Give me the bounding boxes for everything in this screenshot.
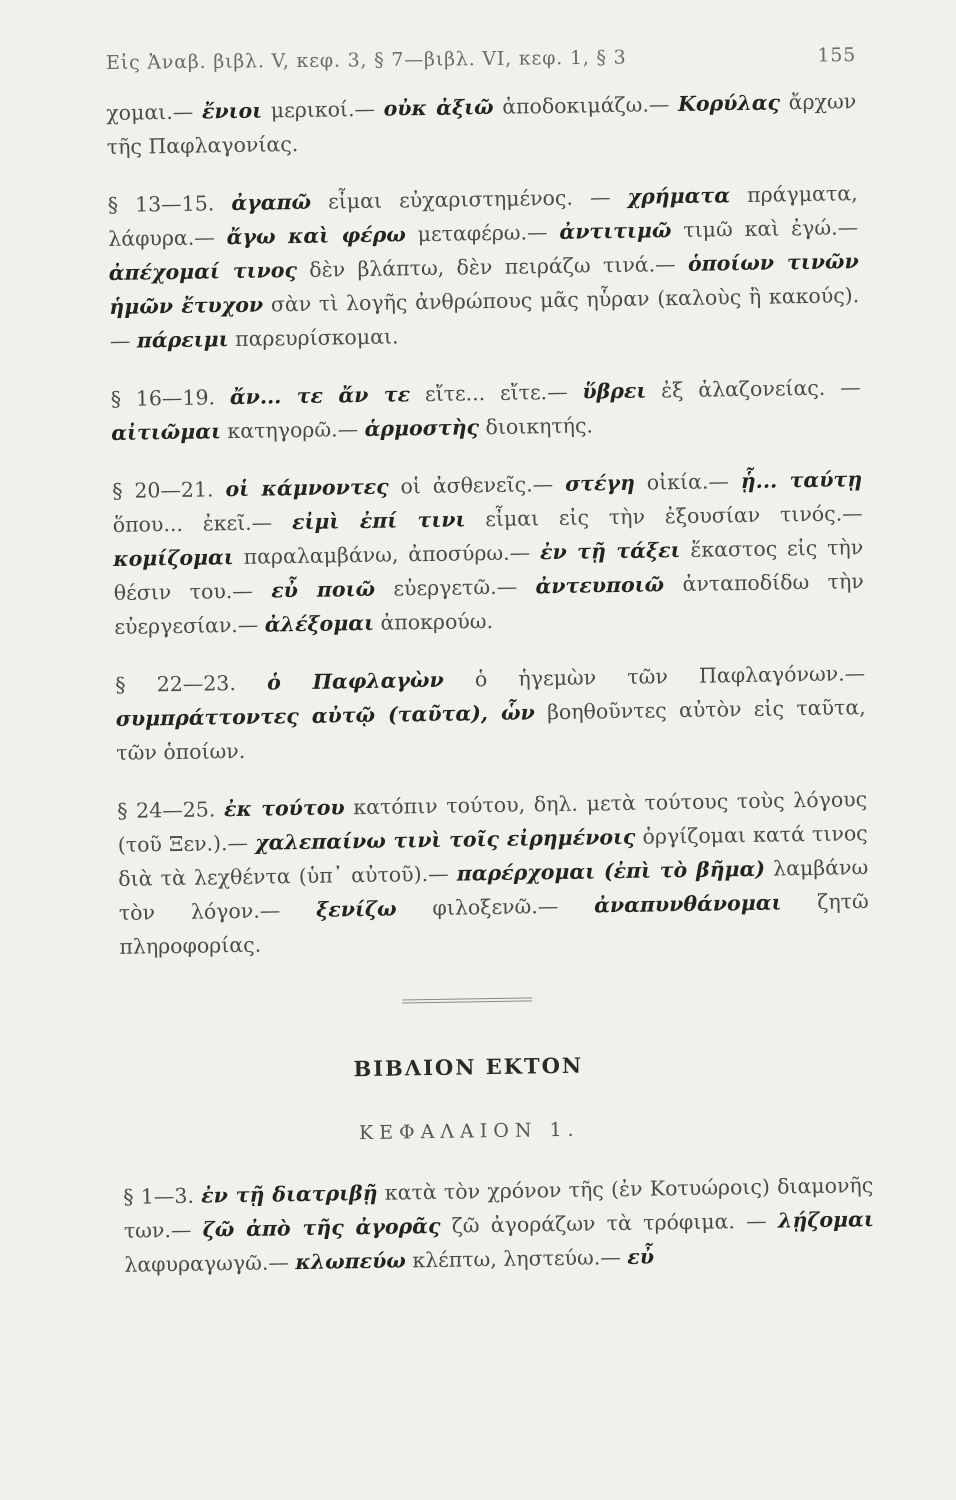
- gloss-text: § 20—21.: [112, 477, 226, 503]
- gloss-text: κλέπτω, ληστεύω.—: [405, 1244, 628, 1273]
- gloss-text: ὅπου... ἐκεῖ.—: [112, 510, 293, 537]
- headword: ἀπέχομαί τινος: [108, 258, 298, 285]
- headword: ἐν τῇ τάξει: [539, 538, 681, 565]
- headword: ἀγαπῶ: [231, 189, 312, 216]
- gloss-text: ἄρχων τῆς Παφλαγονίας.: [106, 89, 857, 159]
- gloss-text: ἐξ ἀλαζονείας. —: [646, 375, 861, 403]
- gloss-text: ὀργίζομαι κατά τινος διὰ τὰ λεχθέντα (ὑπ᾽ αὐτοῦ).—: [118, 821, 868, 891]
- gloss-text: ἕκαστος εἰς τὴν θέσιν του.—: [113, 535, 864, 605]
- headword: ἀντιτιμῶ: [559, 218, 672, 244]
- headword: ἐν τῇ διατριβῇ: [200, 1180, 378, 1208]
- headword: ἀντευποιῶ: [535, 572, 665, 599]
- headword: ξενίζω: [315, 896, 397, 922]
- gloss-text: § 13—15.: [107, 191, 232, 217]
- headword: εὖ: [627, 1244, 655, 1269]
- paragraph: [106, 84, 857, 164]
- gloss-text: πράγματα, λάφυρα.—: [108, 181, 858, 251]
- headword: στέγη: [564, 470, 636, 496]
- running-header: [106, 44, 856, 74]
- paragraph: [112, 462, 865, 644]
- gloss-text: μερικοί.—: [261, 96, 384, 123]
- gloss-text: βοηθοῦντες αὐτὸν εἰς ταῦτα, τῶν ὁποίων.: [116, 695, 866, 765]
- headword: χρήματα: [627, 183, 731, 209]
- gloss-text: παρευρίσκομαι.: [228, 324, 399, 352]
- headword: Κορύλας: [677, 90, 781, 117]
- page-number: 155: [817, 44, 857, 67]
- gloss-text: σὰν τὶ λογῆς ἀνθρώπους μᾶς ηὗραν (καλοὺς ἢ κακούς).—: [109, 283, 860, 353]
- gloss-text: εἶμαι εἰς τὴν ἐξουσίαν τινός.—: [465, 501, 863, 532]
- paragraph: [117, 782, 870, 964]
- headword: ὁποίων τινῶν ἡμῶν ἔτυχον: [109, 249, 859, 319]
- headword: συμπράττοντες αὐτῷ (ταῦτα), ὧν: [115, 700, 535, 731]
- gloss-text: εὐεργετῶ.—: [374, 574, 536, 601]
- headword: ᾗ... ταύτῃ: [740, 467, 863, 494]
- headword: ἄν... τε ἄν τε: [229, 382, 411, 410]
- headword: ἔνιοι: [201, 98, 263, 124]
- gloss-text: κατὰ τὸν χρόνον τῆς (ἐν Κοτυώροις) διαμονῆς των.—: [123, 1173, 874, 1243]
- headword: κλωπεύω: [295, 1248, 407, 1275]
- paragraph: [110, 370, 861, 450]
- gloss-text: εἴτε... εἴτε.—: [409, 379, 583, 407]
- gloss-text: ὁ ἡγεμὼν τῶν Παφλαγόνων.—: [443, 661, 866, 692]
- gloss-text: λαμβάνω τὸν λόγον.—: [118, 855, 869, 925]
- gloss-text: § 22—23.: [115, 670, 268, 697]
- gloss-text: ζητῶ πληροφορίας.: [119, 889, 869, 959]
- chapter-paragraphs: [123, 1168, 875, 1282]
- headword: ὁ Παφλαγὼν: [266, 667, 444, 695]
- paragraph: [123, 1168, 875, 1282]
- page-body: [106, 84, 875, 1282]
- gloss-text: λαφυραγωγῶ.—: [124, 1250, 296, 1277]
- headword: ἁρμοστὴς: [364, 415, 480, 441]
- gloss-text: εἶμαι εὐχαριστημένος. —: [310, 184, 628, 214]
- gloss-text: § 16—19.: [110, 385, 231, 411]
- paragraph: [107, 176, 860, 358]
- headword: ἐκ τούτου: [223, 795, 345, 822]
- headword: οἱ κάμνοντες: [225, 474, 389, 502]
- headword: ἀλέξομαι: [264, 610, 375, 637]
- gloss-text: οἰκία.—: [634, 469, 741, 495]
- headword: πάρειμι: [136, 327, 229, 353]
- running-title: Εἰς Ἀναβ. βιβλ. V, κεφ. 3, § 7—βιβλ. VI, κεφ. 1, § 3: [106, 46, 627, 74]
- gloss-text: παραλαμβάνω, ἀποσύρω.—: [233, 540, 541, 570]
- headword: παρέρχομαι (ἐπὶ τὸ βῆμα): [456, 856, 766, 886]
- chapter-title: ΚΕΦΑΛΑΙΟΝ 1.: [358, 1118, 580, 1145]
- gloss-text: διοικητής.: [478, 413, 594, 440]
- book-title: ΒΙΒΛΙΟΝ ΕΚΤΟΝ: [353, 1052, 584, 1082]
- gloss-text: ἀποκρούω.: [373, 608, 494, 635]
- gloss-text: φιλοξενῶ.—: [396, 893, 595, 921]
- gloss-text: § 24—25.: [117, 797, 225, 823]
- gloss-text: κατόπιν τούτου, δηλ. μετὰ τούτους τοὺς λόγους (τοῦ Ξεν.).—: [117, 787, 868, 857]
- gloss-text: δὲν βλάπτω, δὲν πειράζω τινά.—: [296, 251, 689, 283]
- gloss-text: τιμῶ καὶ ἐγώ.—: [671, 215, 859, 243]
- gloss-text: χομαι.—: [106, 99, 203, 125]
- gloss-text: μεταφέρω.—: [405, 219, 560, 247]
- headword: ἀναπυνθάνομαι: [593, 890, 782, 918]
- headword: εὖ ποιῶ: [271, 576, 376, 603]
- headword: οὐκ ἀξιῶ: [383, 94, 494, 121]
- headword: εἰμὶ ἐπί τινι: [291, 507, 466, 535]
- gloss-text: οἱ ἀσθενεῖς.—: [388, 471, 566, 499]
- headword: ἄγω καὶ φέρω: [226, 222, 406, 250]
- headword: κομίζομαι: [113, 545, 234, 571]
- gloss-text: ἀνταποδίδω τὴν εὐεργεσίαν.—: [114, 569, 864, 639]
- commentary-paragraphs: [106, 84, 870, 964]
- headword: ὕβρει: [582, 378, 647, 404]
- gloss-text: ζῶ ἀγοράζων τὰ τρόφιμα. —: [440, 1208, 779, 1238]
- headword: λῄζομαι: [777, 1207, 874, 1233]
- headword: χαλεπαίνω τινὶ τοῖς εἰρημένοις: [255, 824, 636, 855]
- headword: αἰτιῶμαι: [111, 419, 222, 445]
- gloss-text: κατηγορῶ.—: [220, 416, 365, 444]
- gloss-text: ἀποδοκιμάζω.—: [493, 92, 679, 119]
- paragraph: [115, 656, 867, 770]
- gloss-text: § 1—3.: [123, 1183, 202, 1209]
- headword: ζῶ ἀπὸ τῆς ἀγορᾶς: [202, 1213, 441, 1242]
- section-divider: [402, 997, 532, 1003]
